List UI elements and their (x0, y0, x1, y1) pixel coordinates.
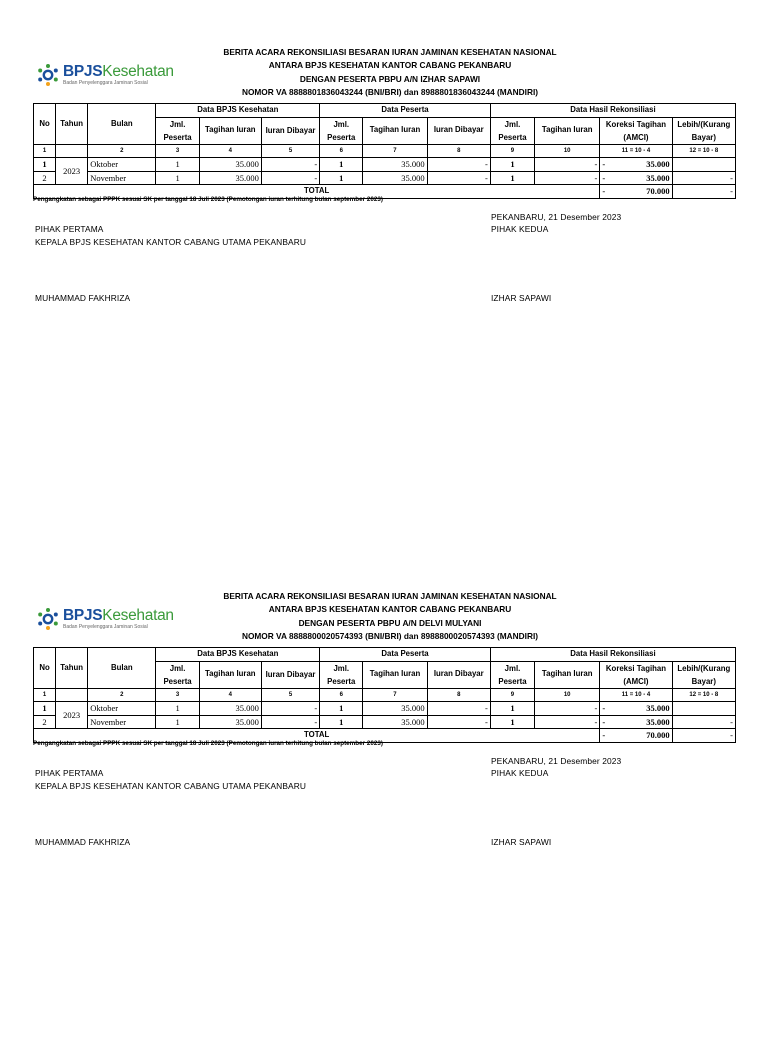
logo-text-bpjs: BPJS (63, 607, 103, 625)
cell-jml-hasil: 1 (490, 702, 534, 716)
cell-jml-peserta: 1 (320, 171, 363, 185)
column-number: 7 (363, 144, 427, 158)
logo-text-bpjs: BPJS (63, 63, 103, 81)
cell-lebih-kurang: - (672, 171, 735, 185)
column-number: 3 (156, 688, 199, 702)
header-tagihan-iuran: Tagihan Iuran (535, 661, 600, 688)
cell-tagihan-bpjs: 35.000 (199, 702, 261, 716)
cell-tagihan-peserta: 35.000 (363, 158, 427, 172)
bpjs-kesehatan-logo (36, 605, 174, 633)
cell-tagihan-bpjs: 35.000 (199, 171, 261, 185)
cell-dibayar-bpjs: - (261, 158, 319, 172)
reconciliation-table (33, 647, 736, 743)
total-koreksi: 70.000 (646, 186, 670, 196)
bpjs-logo-icon (36, 607, 60, 631)
total-lebih-kurang: - (672, 185, 735, 199)
nama-pihak-kedua: IZHAR SAPAWI (491, 837, 552, 847)
title-line-1: BERITA ACARA REKONSILIASI BESARAN IURAN JAMINAN KESEHATAN NASIONAL (223, 47, 557, 57)
column-number: 4 (199, 688, 261, 702)
cell-dibayar-bpjs: - (261, 702, 319, 716)
title-line-2: ANTARA BPJS KESEHATAN KANTOR CABANG PEKANBARU (268, 60, 512, 71)
column-number (56, 688, 88, 702)
pppk-note: Pengangkatan sebagai PPPK sesuai SK per tanggal 18 Juli 2023 (Pemotongan iuran terhitung bulan september 2023) (33, 740, 383, 747)
header-tagihan-iuran: Tagihan Iuran (199, 117, 261, 144)
pihak-kedua-label: PIHAK KEDUA (491, 768, 549, 778)
total-lebih-kurang: - (672, 729, 735, 743)
bpjs-logo-icon (36, 63, 60, 87)
header-group-hasil: Data Hasil Rekonsiliasi (490, 104, 735, 118)
table-row (34, 158, 736, 172)
logo-tagline: Badan Penyelenggara Jaminan Sosial (63, 79, 148, 86)
cell-no: 1 (34, 158, 56, 172)
cell-koreksi-prefix: - (602, 716, 606, 727)
column-number: 7 (363, 688, 427, 702)
cell-jml-bpjs: 1 (156, 171, 199, 185)
cell-koreksi: 35.000 (646, 716, 670, 727)
place-date: PEKANBARU, 21 Desember 2023 (491, 756, 622, 766)
cell-tagihan-bpjs: 35.000 (199, 715, 261, 729)
pppk-note: Pengangkatan sebagai PPPK sesuai SK per tanggal 18 Juli 2023 (Pemotongan iuran terhitung bulan september 2023) (33, 196, 383, 203)
cell-koreksi: 35.000 (646, 159, 670, 169)
jabatan-pihak-pertama: KEPALA BPJS KESEHATAN KANTOR CABANG UTAMA PEKANBARU (35, 781, 306, 791)
column-number: 1 (34, 144, 56, 158)
cell-koreksi-prefix: - (602, 703, 606, 713)
cell-lebih-kurang (672, 702, 735, 716)
cell-jml-peserta: 1 (320, 715, 363, 729)
column-number: 2 (88, 144, 156, 158)
cell-jml-bpjs: 1 (156, 158, 199, 172)
column-number: 11 = 10 - 4 (600, 688, 672, 702)
header-jml-peserta: Jml. Peserta (320, 661, 363, 688)
title-line-3: DENGAN PESERTA PBPU A/N IZHAR SAPAWI (299, 73, 481, 84)
header-group-hasil: Data Hasil Rekonsiliasi (490, 648, 735, 662)
header-tagihan-iuran: Tagihan Iuran (363, 117, 427, 144)
cell-koreksi-prefix: - (602, 159, 606, 169)
column-number: 4 (199, 144, 261, 158)
cell-jml-hasil: 1 (490, 158, 534, 172)
column-number: 8 (427, 688, 490, 702)
total-label: TOTAL (34, 185, 600, 199)
pihak-pertama-label: PIHAK PERTAMA (35, 224, 104, 234)
header-bulan: Bulan (88, 104, 156, 145)
header-jml-peserta: Jml. Peserta (156, 117, 199, 144)
title-line-2: ANTARA BPJS KESEHATAN KANTOR CABANG PEKANBARU (268, 604, 512, 615)
header-koreksi-tagihan: Koreksi Tagihan (AMCI) (600, 117, 672, 144)
header-iuran-dibayar: Iuran Dibayar (261, 117, 319, 144)
total-prefix: - (602, 186, 606, 196)
table-row (34, 702, 736, 716)
cell-tagihan-hasil: - (535, 171, 600, 185)
cell-tagihan-bpjs: 35.000 (199, 158, 261, 172)
table-row (34, 715, 736, 729)
pihak-pertama-label: PIHAK PERTAMA (35, 768, 104, 778)
column-number: 11 = 10 - 4 (600, 144, 672, 158)
header-jml-peserta: Jml. Peserta (490, 661, 534, 688)
cell-tagihan-hasil: - (535, 158, 600, 172)
cell-dibayar-peserta: - (427, 171, 490, 185)
cell-jml-bpjs: 1 (156, 702, 199, 716)
cell-jml-hasil: 1 (490, 715, 534, 729)
header-iuran-dibayar: Iuran Dibayar (427, 117, 490, 144)
cell-jml-bpjs: 1 (156, 715, 199, 729)
cell-lebih-kurang: - (672, 715, 735, 729)
column-number: 6 (320, 688, 363, 702)
logo-tagline: Badan Penyelenggara Jaminan Sosial (63, 623, 148, 630)
header-group-peserta: Data Peserta (320, 104, 491, 118)
column-number: 1 (34, 688, 56, 702)
title-line-3: DENGAN PESERTA PBPU A/N DELVI MULYANI (298, 617, 482, 628)
header-lebih-kurang: Lebih/(Kurang Bayar) (672, 661, 735, 688)
column-number: 3 (156, 144, 199, 158)
bpjs-kesehatan-logo (36, 61, 174, 89)
header-jml-peserta: Jml. Peserta (490, 117, 534, 144)
cell-bulan: November (88, 715, 156, 729)
cell-tagihan-peserta: 35.000 (363, 171, 427, 185)
place-date: PEKANBARU, 21 Desember 2023 (491, 212, 622, 222)
header-tahun: Tahun (56, 104, 88, 145)
header-group-bpjs: Data BPJS Kesehatan (156, 648, 320, 662)
cell-jml-peserta: 1 (320, 702, 363, 716)
cell-bulan: Oktober (88, 702, 156, 716)
cell-bulan: November (88, 171, 156, 185)
cell-dibayar-peserta: - (427, 158, 490, 172)
cell-tagihan-peserta: 35.000 (363, 715, 427, 729)
berita-acara-document-1 (0, 0, 768, 500)
header-tagihan-iuran: Tagihan Iuran (363, 661, 427, 688)
cell-lebih-kurang (672, 158, 735, 172)
header-koreksi-tagihan: Koreksi Tagihan (AMCI) (600, 661, 672, 688)
header-bulan: Bulan (88, 648, 156, 689)
header-group-peserta: Data Peserta (320, 648, 491, 662)
table-row (34, 171, 736, 185)
column-number: 5 (261, 144, 319, 158)
column-number: 12 = 10 - 8 (672, 688, 735, 702)
total-label: TOTAL (34, 729, 600, 743)
cell-koreksi: 35.000 (646, 172, 670, 183)
cell-no: 2 (34, 171, 56, 185)
column-number: 9 (490, 688, 534, 702)
header-no: No (34, 104, 56, 145)
nama-pihak-pertama: MUHAMMAD FAKHRIZA (35, 837, 131, 847)
total-koreksi: 70.000 (646, 730, 670, 740)
column-number: 10 (535, 144, 600, 158)
jabatan-pihak-pertama: KEPALA BPJS KESEHATAN KANTOR CABANG UTAMA PEKANBARU (35, 237, 306, 247)
cell-tagihan-hasil: - (535, 715, 600, 729)
cell-dibayar-peserta: - (427, 702, 490, 716)
column-number: 12 = 10 - 8 (672, 144, 735, 158)
column-number: 2 (88, 688, 156, 702)
cell-tahun: 2023 (56, 702, 88, 729)
document-title (180, 46, 600, 100)
header-tagihan-iuran: Tagihan Iuran (535, 117, 600, 144)
title-line-1: BERITA ACARA REKONSILIASI BESARAN IURAN JAMINAN KESEHATAN NASIONAL (223, 591, 557, 601)
logo-text-kesehatan: Kesehatan (102, 63, 174, 81)
header-tagihan-iuran: Tagihan Iuran (199, 661, 261, 688)
title-line-4: NOMOR VA 8888801836043244 (BNI/BRI) dan 8988801836043244 (MANDIRI) (241, 87, 539, 98)
cell-tagihan-peserta: 35.000 (363, 702, 427, 716)
cell-jml-hasil: 1 (490, 171, 534, 185)
column-number: 9 (490, 144, 534, 158)
pihak-kedua-label: PIHAK KEDUA (491, 224, 549, 234)
logo-text-kesehatan: Kesehatan (102, 607, 174, 625)
header-lebih-kurang: Lebih/(Kurang Bayar) (672, 117, 735, 144)
document-title (180, 590, 600, 644)
column-number: 10 (535, 688, 600, 702)
cell-no: 1 (34, 702, 56, 716)
header-group-bpjs: Data BPJS Kesehatan (156, 104, 320, 118)
total-prefix: - (602, 730, 606, 740)
header-tahun: Tahun (56, 648, 88, 689)
cell-dibayar-peserta: - (427, 715, 490, 729)
header-jml-peserta: Jml. Peserta (320, 117, 363, 144)
cell-dibayar-bpjs: - (261, 171, 319, 185)
header-iuran-dibayar: Iuran Dibayar (261, 661, 319, 688)
cell-tagihan-hasil: - (535, 702, 600, 716)
header-no: No (34, 648, 56, 689)
reconciliation-table (33, 103, 736, 199)
cell-tahun: 2023 (56, 158, 88, 185)
nama-pihak-pertama: MUHAMMAD FAKHRIZA (35, 293, 131, 303)
title-line-4: NOMOR VA 8888800020574393 (BNI/BRI) dan 8988800020574393 (MANDIRI) (241, 631, 539, 642)
column-number: 8 (427, 144, 490, 158)
header-iuran-dibayar: Iuran Dibayar (427, 661, 490, 688)
cell-koreksi-prefix: - (602, 172, 606, 183)
nama-pihak-kedua: IZHAR SAPAWI (491, 293, 552, 303)
header-jml-peserta: Jml. Peserta (156, 661, 199, 688)
berita-acara-document-2 (0, 544, 768, 1044)
cell-no: 2 (34, 715, 56, 729)
cell-jml-peserta: 1 (320, 158, 363, 172)
column-number: 6 (320, 144, 363, 158)
cell-koreksi: 35.000 (646, 703, 670, 713)
cell-bulan: Oktober (88, 158, 156, 172)
column-number: 5 (261, 688, 319, 702)
column-number (56, 144, 88, 158)
cell-dibayar-bpjs: - (261, 715, 319, 729)
